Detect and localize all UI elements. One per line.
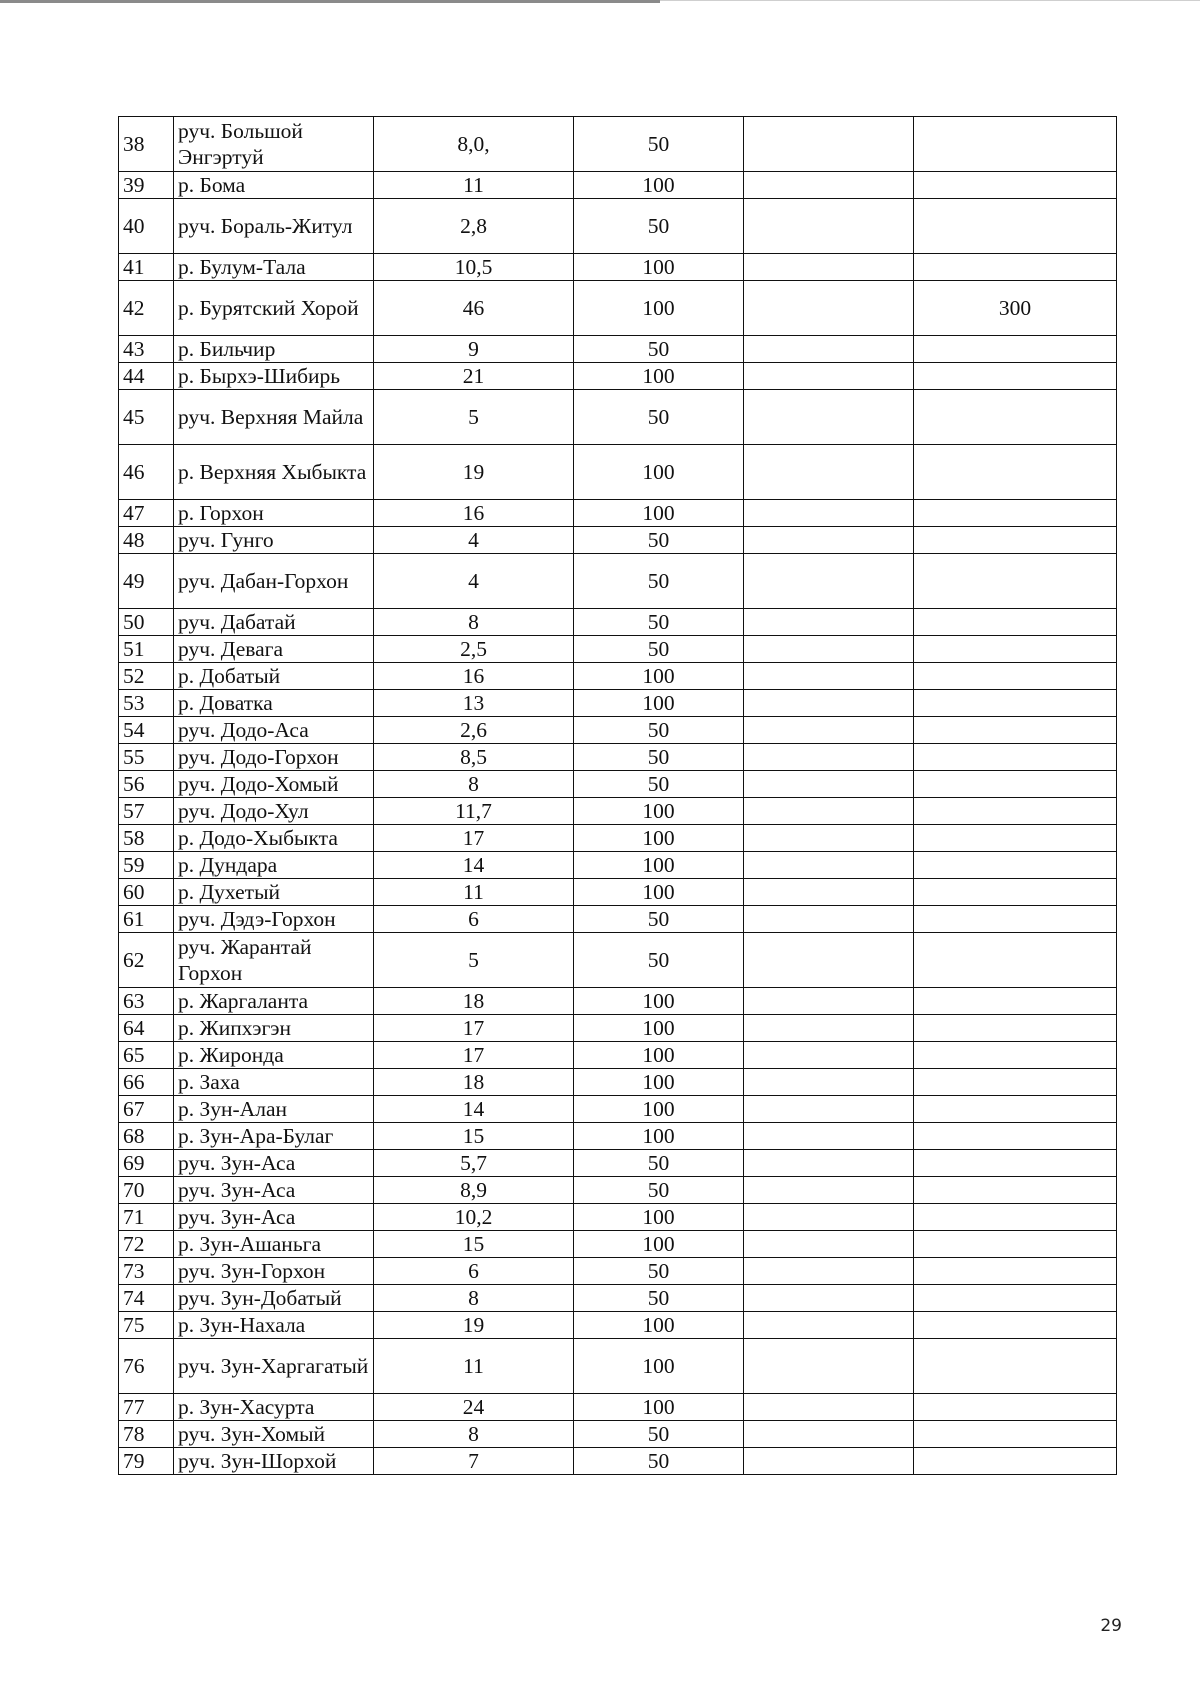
cell-water-body: руч. Додо-Хул <box>174 798 374 825</box>
cell-length: 19 <box>374 445 574 500</box>
table-row <box>119 771 1117 798</box>
cell-extra-1 <box>744 554 914 609</box>
cell-length: 5 <box>374 933 574 988</box>
cell-number: 60 <box>119 879 174 906</box>
cell-number: 48 <box>119 527 174 554</box>
cell-extra-2 <box>914 744 1117 771</box>
cell-water-body: руч. Зун-Горхон <box>174 1258 374 1285</box>
table-row <box>119 281 1117 336</box>
cell-length: 15 <box>374 1123 574 1150</box>
cell-number: 64 <box>119 1015 174 1042</box>
cell-zone-width: 50 <box>574 336 744 363</box>
cell-zone-width: 100 <box>574 1394 744 1421</box>
cell-extra-1 <box>744 1096 914 1123</box>
cell-zone-width: 100 <box>574 1069 744 1096</box>
cell-zone-width: 50 <box>574 933 744 988</box>
cell-length: 7 <box>374 1448 574 1475</box>
cell-number: 49 <box>119 554 174 609</box>
cell-zone-width: 100 <box>574 1312 744 1339</box>
cell-number: 43 <box>119 336 174 363</box>
cell-extra-2 <box>914 636 1117 663</box>
cell-zone-width: 100 <box>574 1231 744 1258</box>
cell-number: 54 <box>119 717 174 744</box>
cell-number: 77 <box>119 1394 174 1421</box>
cell-water-body: руч. Гунго <box>174 527 374 554</box>
cell-water-body: р. Верхняя Хыбыкта <box>174 445 374 500</box>
cell-length: 13 <box>374 690 574 717</box>
cell-extra-2 <box>914 336 1117 363</box>
cell-number: 70 <box>119 1177 174 1204</box>
scan-top-edge <box>0 0 660 3</box>
cell-extra-1 <box>744 390 914 445</box>
cell-length: 8 <box>374 1421 574 1448</box>
cell-extra-1 <box>744 172 914 199</box>
cell-zone-width: 50 <box>574 1258 744 1285</box>
table-row <box>119 1096 1117 1123</box>
cell-extra-2 <box>914 363 1117 390</box>
cell-water-body: р. Бурятский Хорой <box>174 281 374 336</box>
cell-number: 40 <box>119 199 174 254</box>
cell-zone-width: 100 <box>574 879 744 906</box>
cell-number: 73 <box>119 1258 174 1285</box>
cell-zone-width: 50 <box>574 199 744 254</box>
cell-extra-2 <box>914 852 1117 879</box>
cell-length: 15 <box>374 1231 574 1258</box>
cell-extra-1 <box>744 1177 914 1204</box>
cell-extra-1 <box>744 1394 914 1421</box>
cell-zone-width: 100 <box>574 281 744 336</box>
cell-zone-width: 100 <box>574 254 744 281</box>
cell-extra-1 <box>744 1015 914 1042</box>
cell-extra-1 <box>744 717 914 744</box>
rivers-table <box>118 116 1117 1475</box>
cell-length: 14 <box>374 852 574 879</box>
table-row <box>119 199 1117 254</box>
cell-zone-width: 100 <box>574 1015 744 1042</box>
cell-extra-2 <box>914 988 1117 1015</box>
table-row <box>119 336 1117 363</box>
cell-zone-width: 100 <box>574 825 744 852</box>
cell-extra-1 <box>744 988 914 1015</box>
cell-water-body: руч. Зун-Харгагатый <box>174 1339 374 1394</box>
cell-water-body: р. Горхон <box>174 500 374 527</box>
cell-extra-2 <box>914 1421 1117 1448</box>
table-row <box>119 852 1117 879</box>
cell-length: 16 <box>374 500 574 527</box>
cell-extra-1 <box>744 117 914 172</box>
cell-number: 61 <box>119 906 174 933</box>
cell-zone-width: 50 <box>574 1421 744 1448</box>
cell-extra-1 <box>744 798 914 825</box>
cell-length: 11,7 <box>374 798 574 825</box>
cell-number: 58 <box>119 825 174 852</box>
cell-number: 53 <box>119 690 174 717</box>
cell-extra-1 <box>744 852 914 879</box>
cell-extra-2 <box>914 1231 1117 1258</box>
cell-length: 11 <box>374 1339 574 1394</box>
cell-number: 56 <box>119 771 174 798</box>
cell-number: 76 <box>119 1339 174 1394</box>
table-row <box>119 1204 1117 1231</box>
cell-water-body: р. Булум-Тала <box>174 254 374 281</box>
cell-number: 55 <box>119 744 174 771</box>
cell-extra-2 <box>914 663 1117 690</box>
table-row <box>119 1177 1117 1204</box>
cell-extra-2 <box>914 825 1117 852</box>
table-row <box>119 1394 1117 1421</box>
table-row <box>119 879 1117 906</box>
cell-number: 67 <box>119 1096 174 1123</box>
cell-number: 59 <box>119 852 174 879</box>
cell-zone-width: 50 <box>574 1285 744 1312</box>
cell-extra-2 <box>914 1394 1117 1421</box>
cell-length: 4 <box>374 527 574 554</box>
table-row <box>119 1231 1117 1258</box>
table-row <box>119 390 1117 445</box>
cell-length: 11 <box>374 172 574 199</box>
table-row <box>119 554 1117 609</box>
cell-zone-width: 50 <box>574 744 744 771</box>
cell-zone-width: 100 <box>574 1123 744 1150</box>
cell-extra-2 <box>914 933 1117 988</box>
cell-length: 8 <box>374 1285 574 1312</box>
cell-number: 52 <box>119 663 174 690</box>
cell-zone-width: 100 <box>574 852 744 879</box>
cell-extra-2 <box>914 172 1117 199</box>
cell-number: 45 <box>119 390 174 445</box>
cell-extra-1 <box>744 1042 914 1069</box>
cell-zone-width: 100 <box>574 172 744 199</box>
cell-extra-2 <box>914 798 1117 825</box>
table-row <box>119 744 1117 771</box>
cell-zone-width: 100 <box>574 798 744 825</box>
table-row <box>119 1069 1117 1096</box>
cell-extra-1 <box>744 1448 914 1475</box>
cell-extra-1 <box>744 771 914 798</box>
cell-number: 47 <box>119 500 174 527</box>
cell-water-body: р. Бырхэ-Шибирь <box>174 363 374 390</box>
cell-length: 10,2 <box>374 1204 574 1231</box>
table-row <box>119 1123 1117 1150</box>
cell-extra-1 <box>744 445 914 500</box>
cell-length: 8,5 <box>374 744 574 771</box>
cell-extra-1 <box>744 527 914 554</box>
cell-length: 14 <box>374 1096 574 1123</box>
cell-extra-1 <box>744 636 914 663</box>
cell-zone-width: 100 <box>574 1339 744 1394</box>
cell-number: 71 <box>119 1204 174 1231</box>
cell-length: 2,8 <box>374 199 574 254</box>
table-row <box>119 1339 1117 1394</box>
cell-water-body: р. Зун-Алан <box>174 1096 374 1123</box>
cell-number: 63 <box>119 988 174 1015</box>
cell-extra-2 <box>914 1204 1117 1231</box>
cell-length: 17 <box>374 1015 574 1042</box>
cell-length: 6 <box>374 906 574 933</box>
cell-zone-width: 50 <box>574 1150 744 1177</box>
cell-water-body: руч. Дэдэ-Горхон <box>174 906 374 933</box>
cell-number: 46 <box>119 445 174 500</box>
cell-extra-2 <box>914 500 1117 527</box>
table-row <box>119 906 1117 933</box>
cell-extra-2: 300 <box>914 281 1117 336</box>
cell-extra-2 <box>914 1069 1117 1096</box>
cell-length: 18 <box>374 988 574 1015</box>
cell-zone-width: 50 <box>574 390 744 445</box>
cell-number: 51 <box>119 636 174 663</box>
cell-extra-1 <box>744 500 914 527</box>
cell-zone-width: 50 <box>574 636 744 663</box>
cell-extra-1 <box>744 1204 914 1231</box>
table-row <box>119 527 1117 554</box>
cell-length: 16 <box>374 663 574 690</box>
cell-number: 39 <box>119 172 174 199</box>
cell-length: 24 <box>374 1394 574 1421</box>
cell-water-body: руч. Большой Энгэртуй <box>174 117 374 172</box>
table-row <box>119 445 1117 500</box>
cell-extra-2 <box>914 199 1117 254</box>
cell-water-body: р. Бома <box>174 172 374 199</box>
cell-extra-1 <box>744 609 914 636</box>
cell-zone-width: 100 <box>574 663 744 690</box>
cell-extra-1 <box>744 825 914 852</box>
cell-water-body: руч. Додо-Горхон <box>174 744 374 771</box>
cell-length: 8,9 <box>374 1177 574 1204</box>
cell-water-body: руч. Дабан-Горхон <box>174 554 374 609</box>
cell-length: 5 <box>374 390 574 445</box>
scan-top-edge-thin <box>660 0 1200 1</box>
cell-extra-1 <box>744 363 914 390</box>
cell-length: 8,0, <box>374 117 574 172</box>
cell-water-body: руч. Зун-Аса <box>174 1177 374 1204</box>
cell-water-body: р. Дундара <box>174 852 374 879</box>
cell-extra-1 <box>744 906 914 933</box>
cell-length: 21 <box>374 363 574 390</box>
cell-zone-width: 50 <box>574 117 744 172</box>
table-row <box>119 363 1117 390</box>
cell-extra-1 <box>744 1069 914 1096</box>
cell-extra-1 <box>744 1285 914 1312</box>
cell-length: 10,5 <box>374 254 574 281</box>
cell-number: 42 <box>119 281 174 336</box>
cell-water-body: р. Доватка <box>174 690 374 717</box>
cell-length: 6 <box>374 1258 574 1285</box>
cell-number: 65 <box>119 1042 174 1069</box>
cell-water-body: руч. Дабатай <box>174 609 374 636</box>
cell-extra-1 <box>744 690 914 717</box>
cell-extra-2 <box>914 906 1117 933</box>
cell-water-body: р. Жиронда <box>174 1042 374 1069</box>
cell-extra-2 <box>914 771 1117 798</box>
cell-extra-1 <box>744 199 914 254</box>
cell-extra-1 <box>744 1421 914 1448</box>
table-row <box>119 254 1117 281</box>
cell-number: 72 <box>119 1231 174 1258</box>
cell-number: 62 <box>119 933 174 988</box>
cell-water-body: р. Зун-Ара-Булаг <box>174 1123 374 1150</box>
cell-number: 79 <box>119 1448 174 1475</box>
table-row <box>119 1015 1117 1042</box>
cell-extra-2 <box>914 554 1117 609</box>
cell-extra-2 <box>914 1096 1117 1123</box>
cell-length: 8 <box>374 771 574 798</box>
cell-extra-2 <box>914 1448 1117 1475</box>
cell-zone-width: 50 <box>574 906 744 933</box>
table-row <box>119 1150 1117 1177</box>
cell-extra-1 <box>744 1258 914 1285</box>
table-row <box>119 1312 1117 1339</box>
cell-zone-width: 100 <box>574 1096 744 1123</box>
cell-water-body: руч. Жарантай Горхон <box>174 933 374 988</box>
cell-length: 17 <box>374 1042 574 1069</box>
cell-number: 78 <box>119 1421 174 1448</box>
table-row <box>119 825 1117 852</box>
cell-zone-width: 50 <box>574 1177 744 1204</box>
table-row <box>119 690 1117 717</box>
cell-water-body: р. Духетый <box>174 879 374 906</box>
cell-length: 9 <box>374 336 574 363</box>
cell-extra-2 <box>914 254 1117 281</box>
cell-zone-width: 50 <box>574 527 744 554</box>
cell-water-body: р. Жаргаланта <box>174 988 374 1015</box>
cell-number: 74 <box>119 1285 174 1312</box>
cell-zone-width: 50 <box>574 771 744 798</box>
cell-number: 69 <box>119 1150 174 1177</box>
table-row <box>119 1421 1117 1448</box>
cell-length: 5,7 <box>374 1150 574 1177</box>
cell-water-body: р. Додо-Хыбыкта <box>174 825 374 852</box>
table-row <box>119 117 1117 172</box>
cell-zone-width: 100 <box>574 1042 744 1069</box>
cell-zone-width: 100 <box>574 988 744 1015</box>
page-number: 29 <box>1100 1616 1122 1636</box>
cell-extra-1 <box>744 1123 914 1150</box>
cell-extra-1 <box>744 663 914 690</box>
cell-water-body: руч. Бораль-Житул <box>174 199 374 254</box>
cell-extra-1 <box>744 933 914 988</box>
cell-water-body: р. Заха <box>174 1069 374 1096</box>
cell-length: 2,6 <box>374 717 574 744</box>
cell-water-body: руч. Зун-Хомый <box>174 1421 374 1448</box>
cell-zone-width: 100 <box>574 500 744 527</box>
cell-length: 2,5 <box>374 636 574 663</box>
cell-extra-2 <box>914 527 1117 554</box>
cell-water-body: руч. Додо-Хомый <box>174 771 374 798</box>
cell-extra-2 <box>914 1285 1117 1312</box>
cell-number: 38 <box>119 117 174 172</box>
cell-number: 44 <box>119 363 174 390</box>
cell-extra-2 <box>914 1312 1117 1339</box>
cell-extra-1 <box>744 254 914 281</box>
table-row <box>119 663 1117 690</box>
cell-number: 66 <box>119 1069 174 1096</box>
cell-extra-1 <box>744 1150 914 1177</box>
cell-zone-width: 50 <box>574 554 744 609</box>
cell-extra-2 <box>914 1015 1117 1042</box>
cell-zone-width: 100 <box>574 445 744 500</box>
cell-zone-width: 50 <box>574 609 744 636</box>
table-row <box>119 1042 1117 1069</box>
cell-number: 50 <box>119 609 174 636</box>
cell-length: 19 <box>374 1312 574 1339</box>
cell-extra-1 <box>744 281 914 336</box>
cell-zone-width: 100 <box>574 363 744 390</box>
cell-water-body: р. Зун-Ашаньга <box>174 1231 374 1258</box>
cell-extra-2 <box>914 879 1117 906</box>
cell-water-body: руч. Девага <box>174 636 374 663</box>
table-row <box>119 1258 1117 1285</box>
table-row <box>119 988 1117 1015</box>
table-row <box>119 172 1117 199</box>
cell-water-body: руч. Зун-Аса <box>174 1204 374 1231</box>
cell-length: 18 <box>374 1069 574 1096</box>
cell-water-body: руч. Верхняя Майла <box>174 390 374 445</box>
cell-extra-2 <box>914 1177 1117 1204</box>
cell-extra-2 <box>914 1123 1117 1150</box>
cell-number: 68 <box>119 1123 174 1150</box>
cell-zone-width: 100 <box>574 690 744 717</box>
cell-water-body: р. Добатый <box>174 663 374 690</box>
cell-number: 75 <box>119 1312 174 1339</box>
cell-length: 8 <box>374 609 574 636</box>
cell-extra-1 <box>744 1231 914 1258</box>
cell-zone-width: 50 <box>574 1448 744 1475</box>
cell-extra-2 <box>914 1150 1117 1177</box>
cell-water-body: руч. Зун-Добатый <box>174 1285 374 1312</box>
table-body <box>119 117 1117 1475</box>
table-row <box>119 500 1117 527</box>
cell-zone-width: 50 <box>574 717 744 744</box>
cell-extra-2 <box>914 390 1117 445</box>
cell-water-body: р. Бильчир <box>174 336 374 363</box>
table-row <box>119 636 1117 663</box>
cell-number: 57 <box>119 798 174 825</box>
cell-water-body: руч. Зун-Шорхой <box>174 1448 374 1475</box>
cell-water-body: р. Жипхэгэн <box>174 1015 374 1042</box>
cell-extra-2 <box>914 1042 1117 1069</box>
table-row <box>119 1285 1117 1312</box>
cell-extra-2 <box>914 117 1117 172</box>
cell-extra-2 <box>914 1339 1117 1394</box>
cell-water-body: р. Зун-Нахала <box>174 1312 374 1339</box>
table-row <box>119 609 1117 636</box>
cell-extra-1 <box>744 336 914 363</box>
cell-extra-2 <box>914 1258 1117 1285</box>
cell-extra-2 <box>914 609 1117 636</box>
cell-extra-1 <box>744 879 914 906</box>
cell-water-body: руч. Зун-Аса <box>174 1150 374 1177</box>
cell-extra-2 <box>914 445 1117 500</box>
table-row <box>119 1448 1117 1475</box>
cell-water-body: р. Зун-Хасурта <box>174 1394 374 1421</box>
cell-zone-width: 100 <box>574 1204 744 1231</box>
cell-extra-2 <box>914 690 1117 717</box>
cell-length: 4 <box>374 554 574 609</box>
cell-length: 46 <box>374 281 574 336</box>
table-row <box>119 798 1117 825</box>
table-row <box>119 933 1117 988</box>
cell-water-body: руч. Додо-Аса <box>174 717 374 744</box>
cell-length: 11 <box>374 879 574 906</box>
cell-number: 41 <box>119 254 174 281</box>
cell-length: 17 <box>374 825 574 852</box>
cell-extra-1 <box>744 1339 914 1394</box>
cell-extra-2 <box>914 717 1117 744</box>
table-row <box>119 717 1117 744</box>
cell-extra-1 <box>744 1312 914 1339</box>
cell-extra-1 <box>744 744 914 771</box>
